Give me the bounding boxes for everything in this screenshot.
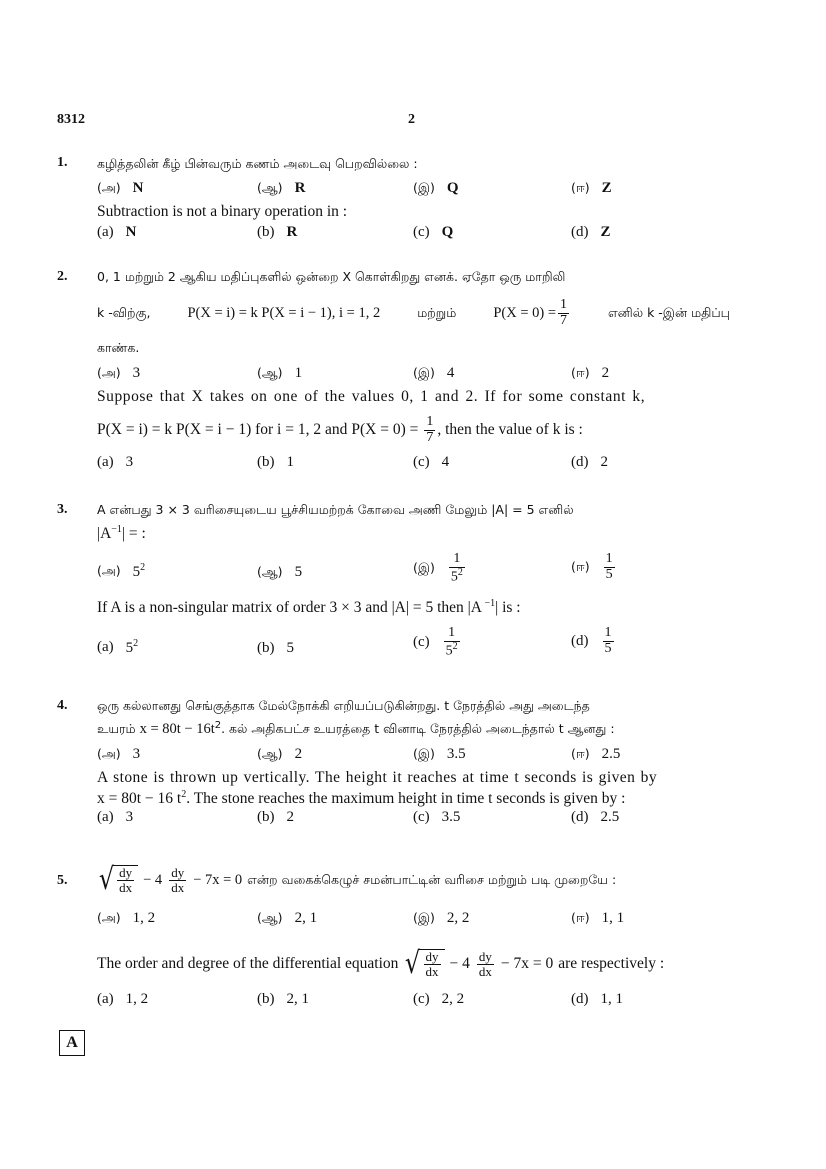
option: (இ) 4 bbox=[413, 365, 455, 381]
question-2-tamil-line1: 0, 1 மற்றும் 2 ஆகிய மதிப்புகளில் ஒன்றை X கொள்கிறது எனக். ஏதோ ஒரு மாறிலி bbox=[97, 269, 566, 284]
question-4-tamil-options bbox=[97, 746, 737, 768]
option: (இ) 3.5 bbox=[413, 746, 466, 762]
question-3-tamil-line2: $|A^{-1}|$ = : bbox=[97, 524, 146, 543]
option: (ஈ) $\frac{1}{5}$ bbox=[571, 551, 613, 582]
option: (b) 2, 1 bbox=[257, 991, 309, 1007]
question-5-english-options bbox=[97, 991, 737, 1013]
option: (c) 2, 2 bbox=[413, 991, 465, 1007]
question-4-tamil-line2: உயரம் $x = 80t - 16t^2$. கல் அதிகபட்ச உயரத்தை t வினாடி நேரத்தில் அடைந்தால் t ஆனது : bbox=[97, 720, 615, 738]
fraction: $\frac{dy}{dx}$ bbox=[478, 948, 492, 979]
question-number: 5. bbox=[57, 873, 68, 888]
fraction: $\frac{1}{5^2}$ bbox=[450, 551, 463, 585]
option: (b) 2 bbox=[257, 809, 294, 825]
option: (a) 3 bbox=[97, 809, 134, 825]
question-number: 4. bbox=[57, 698, 68, 713]
option: (d) 2.5 bbox=[571, 809, 620, 825]
question-3-english-options bbox=[97, 626, 737, 666]
question-2-tamil-line2: k -விற்கு, P(X = i) = k P(X = i − 1), i = 1, 2 மற்றும் P(X = 0) = $\frac{1}{7}$ எனில் k -இன் மதிப்பு bbox=[97, 296, 730, 328]
question-3-tamil-options bbox=[97, 552, 737, 592]
option: (அ) 1, 2 bbox=[97, 910, 156, 926]
fraction: $\frac{1}{5}$ bbox=[605, 551, 613, 582]
option: (b) R bbox=[257, 224, 298, 240]
option: (c) Q bbox=[413, 224, 454, 240]
fraction: $\frac{1}{7}$ bbox=[426, 413, 434, 445]
option: (இ) $\frac{1}{5^2}$ bbox=[413, 551, 463, 585]
option: (d) 2 bbox=[571, 454, 608, 470]
fraction: $\frac{1}{5^2}$ bbox=[445, 625, 458, 659]
option: (அ) N bbox=[97, 180, 144, 196]
question-4-english-line1: A stone is thrown up vertically. The height it reaches at time t seconds is given by bbox=[97, 769, 658, 786]
exam-code: 8312 bbox=[57, 112, 85, 127]
option: (அ) $5^2$ bbox=[97, 562, 146, 580]
option: (c) $\frac{1}{5^2}$ bbox=[413, 625, 458, 659]
sqrt-dy-dx: √ $\frac{dy}{dx}$ bbox=[403, 949, 444, 979]
question-number: 3. bbox=[57, 502, 68, 517]
option: (ஆ) R bbox=[257, 180, 306, 196]
option: (அ) 3 bbox=[97, 746, 141, 762]
fraction: $\frac{1}{7}$ bbox=[560, 296, 568, 328]
booklet-type-box: A bbox=[59, 1030, 85, 1056]
option: (ஈ) 1, 1 bbox=[571, 910, 625, 926]
question-number: 1. bbox=[57, 155, 68, 170]
question-5-tamil-options bbox=[97, 910, 737, 932]
option: (இ) Q bbox=[413, 180, 459, 196]
question-2-english-options bbox=[97, 454, 737, 476]
option: (ஈ) Z bbox=[571, 180, 612, 196]
question-2-tamil-options bbox=[97, 365, 737, 387]
option: (ஆ) 1 bbox=[257, 365, 303, 381]
question-1-tamil: கழித்தலின் கீழ் பின்வரும் கணம் அடைவு பெறவில்லை : bbox=[97, 156, 418, 171]
option: (a) $5^2$ bbox=[97, 638, 139, 656]
option: (ஆ) 5 bbox=[257, 564, 303, 580]
question-1-english: Subtraction is not a binary operation in : bbox=[97, 203, 348, 220]
question-2-english-line2: P(X = i) = k P(X = i − 1) for i = 1, 2 and P(X = 0) = $\frac{1}{7}$ , then the value of k is : bbox=[97, 413, 583, 445]
question-number: 2. bbox=[57, 269, 68, 284]
question-1-tamil-options bbox=[97, 180, 737, 202]
sqrt-dy-dx: √ $\frac{dy}{dx}$ bbox=[97, 865, 138, 895]
question-4-english-line2: x = 80t − 16 $t^2$. The stone reaches the maximum height in time t seconds is given by : bbox=[97, 789, 626, 808]
question-2-tamil-line3: காண்க. bbox=[97, 340, 140, 355]
option: (அ) 3 bbox=[97, 365, 141, 381]
question-2-english-line1: Suppose that X takes on one of the values 0, 1 and 2. If for some constant k, bbox=[97, 388, 646, 405]
option: (இ) 2, 2 bbox=[413, 910, 470, 926]
option: (a) 1, 2 bbox=[97, 991, 149, 1007]
fraction: $\frac{1}{5}$ bbox=[604, 625, 612, 656]
option: (ஈ) 2.5 bbox=[571, 746, 621, 762]
option: (c) 4 bbox=[413, 454, 450, 470]
option: (d) Z bbox=[571, 224, 611, 240]
question-5-english: The order and degree of the differential equation √ $\frac{dy}{dx}$ − 4 $\frac{dy}{dx}$ − 7x = 0 are respectively : bbox=[97, 946, 665, 981]
option: (a) N bbox=[97, 224, 137, 240]
question-5-tamil: √ $\frac{dy}{dx}$ − 4 $\frac{dy}{dx}$ − 7x = 0 என்ற வகைக்கெழுச் சமன்பாட்டின் வரிசை மற்றும் படி முறையே : bbox=[98, 862, 617, 897]
question-4-english-options bbox=[97, 809, 737, 831]
question-3-english: If A is a non-singular matrix of order 3 × 3 and |A| = 5 then |A $^{-1}$| is : bbox=[97, 598, 521, 617]
fraction: $\frac{dy}{dx}$ bbox=[171, 864, 185, 895]
option: (c) 3.5 bbox=[413, 809, 461, 825]
page-number: 2 bbox=[408, 112, 415, 127]
option: (a) 3 bbox=[97, 454, 134, 470]
option: (d) 1, 1 bbox=[571, 991, 623, 1007]
option: (b) 1 bbox=[257, 454, 294, 470]
option: (d) $\frac{1}{5}$ bbox=[571, 625, 612, 656]
option: (b) 5 bbox=[257, 640, 294, 656]
question-4-tamil-line1: ஒரு கல்லானது செங்குத்தாக மேல்நோக்கி எறியப்படுகின்றது. t நேரத்தில் அது அடைந்த bbox=[97, 698, 590, 713]
option: (ஆ) 2 bbox=[257, 746, 303, 762]
question-1-english-options bbox=[97, 224, 737, 246]
option: (ஈ) 2 bbox=[571, 365, 610, 381]
question-3-tamil-line1: A என்பது 3 × 3 வரிசையுடைய பூச்சியமற்றக் கோவை அணி மேலும் |A| = 5 எனில் bbox=[97, 502, 574, 517]
option: (ஆ) 2, 1 bbox=[257, 910, 318, 926]
